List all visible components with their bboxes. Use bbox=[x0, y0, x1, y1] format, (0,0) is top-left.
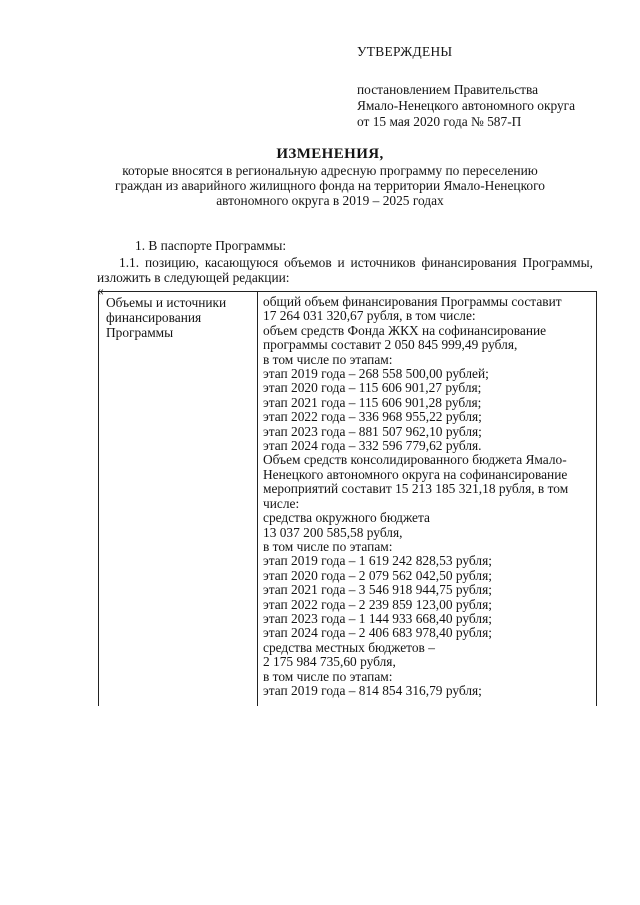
approval-heading: УТВЕРЖДЕНЫ bbox=[357, 44, 453, 59]
table-line: 2 175 984 735,60 рубля, bbox=[263, 654, 396, 670]
paragraph-item-1: 1. В паспорте Программы: bbox=[135, 238, 287, 253]
table-line: мероприятий составит 15 213 185 321,18 рубля, в том bbox=[263, 481, 569, 497]
table-line: этап 2021 года – 115 606 901,28 рубля; bbox=[263, 394, 482, 410]
table-line: числе: bbox=[263, 495, 300, 511]
opening-quote: « bbox=[97, 283, 104, 298]
table-line: средства местных бюджетов – bbox=[263, 639, 435, 655]
table-line: в том числе по этапам: bbox=[263, 668, 393, 684]
table-line: этап 2020 года – 2 079 562 042,50 рубля; bbox=[263, 567, 492, 583]
paragraph-item-1-1: 1.1. позицию, касающуюся объемов и источников финансирования Программы, изложить в следующей редакции: bbox=[97, 255, 593, 285]
title-main: ИЗМЕНЕНИЯ, bbox=[276, 146, 384, 162]
table-line: этап 2020 года – 115 606 901,27 рубля; bbox=[263, 380, 482, 396]
table-line: в том числе по этапам: bbox=[263, 538, 393, 554]
document-title bbox=[90, 146, 570, 208]
approval-line: постановлением Правительства bbox=[357, 82, 539, 97]
table-line: этап 2024 года – 2 406 683 978,40 рубля; bbox=[263, 625, 492, 641]
table-line: этап 2021 года – 3 546 918 944,75 рубля; bbox=[263, 582, 492, 598]
table-line: 13 037 200 585,58 рубля, bbox=[263, 524, 403, 540]
table-line: этап 2022 года – 2 239 859 123,00 рубля; bbox=[263, 596, 492, 612]
table-right-cell bbox=[258, 292, 596, 706]
table-line: этап 2023 года – 881 507 962,10 рубля; bbox=[263, 423, 482, 439]
title-subline: автономного округа в 2019 – 2025 годах bbox=[216, 193, 444, 208]
table-line: этап 2019 года – 268 558 500,00 рублей; bbox=[263, 366, 489, 382]
table-line: Программы bbox=[106, 325, 174, 340]
table-line: финансирования bbox=[106, 310, 202, 325]
table-line: объем средств Фонда ЖКХ на софинансирование bbox=[263, 322, 547, 338]
approval-line: Ямало-Ненецкого автономного округа bbox=[357, 98, 576, 113]
table-line: общий объем финансирования Программы составит bbox=[263, 294, 562, 309]
table-line: этап 2024 года – 332 596 779,62 рубля. bbox=[263, 438, 482, 454]
approval-block bbox=[357, 44, 575, 130]
table-line: программы составит 2 050 845 999,49 рубля, bbox=[263, 337, 518, 353]
table-line: в том числе по этапам: bbox=[263, 351, 393, 367]
title-subline: которые вносятся в региональную адресную программу по переселению bbox=[122, 163, 538, 178]
table-line: Объемы и источники bbox=[106, 295, 227, 310]
table-line: этап 2019 года – 814 854 316,79 рубля; bbox=[263, 682, 482, 698]
table-line: этап 2023 года – 1 144 933 668,40 рубля; bbox=[263, 610, 492, 626]
financing-table bbox=[98, 291, 597, 706]
table-line: Объем средств консолидированного бюджета Ямало- bbox=[263, 452, 567, 468]
table-line: Ненецкого автономного округа на софинансирование bbox=[263, 466, 568, 482]
title-subline: граждан из аварийного жилищного фонда на территории Ямало-Ненецкого bbox=[115, 178, 545, 193]
table-line: этап 2022 года – 336 968 955,22 рубля; bbox=[263, 409, 482, 425]
approval-line: от 15 мая 2020 года № 587-П bbox=[357, 114, 522, 129]
table-left-cell bbox=[99, 292, 258, 706]
table-line: этап 2019 года – 1 619 242 828,53 рубля; bbox=[263, 553, 492, 569]
table-line: средства окружного бюджета bbox=[263, 510, 430, 526]
table-line: 17 264 031 320,67 рубля, в том числе: bbox=[263, 308, 476, 324]
